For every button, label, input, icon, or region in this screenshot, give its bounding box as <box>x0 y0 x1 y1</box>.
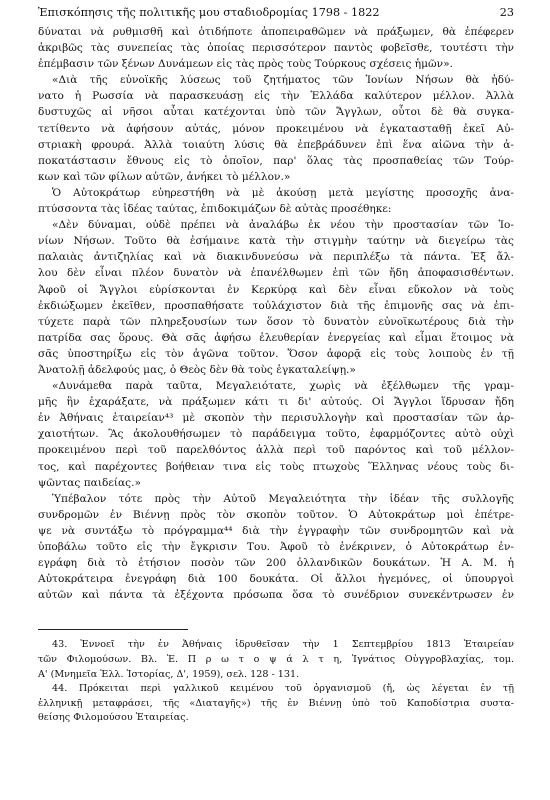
text-line: δυστυχῶς αἱ νῆσοι αὗται κατέχονται ὑπὸ τῶν Ἄγγλων, οὗτοι δὲ θὰ συγκα- <box>38 106 514 119</box>
text-line: πατρίδα σας ὅρους. Θὰ σᾶς ἀφήσω ἐλευθερίαν ἐνεργείας καὶ εἶμαι ἕτοιμος νὰ <box>38 331 514 344</box>
text-line: ψε νὰ συντάξω τὸ πρόγραμμα⁴⁴ διὰ τὴν ἐγγραφὴν τῶν συνδρομητῶν καὶ νὰ <box>38 524 514 537</box>
running-title: Ἐπισκόπησις τῆς πολιτικῆς μου σταδιοδρομίας 1798 - 1822 <box>38 6 380 19</box>
footnote-line: 43. Ἐννοεῖ τὴν ἐν Ἀθήναις ἱδρυθεῖσαν τὴν 1 Σεπτεμβρίου 1813 Ἑταιρείαν <box>52 639 514 651</box>
text-line: ποκατάστασιν ἔθνους εἰς τὸ ὁποῖον, παρ' ὅλας τὰς προσπαθείας τῶν Τούρ- <box>38 154 514 167</box>
text-line: ἐπέμβασιν τῶν ξένων Δυνάμεων εἰς τὰς πρὸς τοὺς Τούρκους σχέσεις ἡμῶν». <box>38 58 453 71</box>
text-line: πτύσσοντα τὰς ἰδέας ταύτας, ἐπιδοκιμάζων δὲ αὐτὰς προσέθηκε: <box>38 203 392 216</box>
text-line: Ἀφοῦ οἱ Ἄγγλοι εὑρίσκονται ἐν Κερκύρᾳ καὶ δὲν εἶναι εὔκολον νὰ τοὺς <box>38 283 514 296</box>
footnote-line: 44. Πρόκειται περὶ γαλλικοῦ κειμένου τοῦ ὀργανισμοῦ (ἤ, ὡς λέγεται ἐν τῇ <box>52 683 514 695</box>
text-line: σᾶς ὑποστηρίξω εἰς τὸν ἀγῶνα τοῦτον. Ὅσον ἀφορᾷ εἰς τοὺς λοιποὺς ἐν τῇ <box>38 347 514 360</box>
text-line: Ὁ Αὐτοκράτωρ εὐηρεστήθη νὰ μὲ ἀκούσῃ μετὰ μεγίστης προσοχῆς ἀνα- <box>52 186 514 199</box>
text-line: τύχετε παρὰ τῶν πληρεξουσίων των ὅσον τὸ δυνατὸν εὐνοϊκωτέρους διὰ τὴν <box>38 315 514 328</box>
text-line: εγράφη διὰ τὸ ἐτήσιον ποσὸν τῶν 200 ὀλλανδικῶν δουκάτων. Ἡ Α. Μ. ἡ <box>38 557 514 570</box>
footnote-line: Α' (Μνημεῖα Ἑλλ. Ἱστορίας, Δ', 1959), σελ. 128 - 131. <box>38 668 300 680</box>
text-line: Ὑπέβαλον τότε πρὸς τὴν Αὐτοῦ Μεγαλειότητα τὴν ἰδέαν τῆς συλλογῆς <box>52 492 514 505</box>
text-line: τετίθεντο νὰ ἀφήσουν αὐτάς, μόνον προκειμένου νὰ ἐγκατασταθῇ ἐκεῖ Αὐ- <box>38 122 514 135</box>
text-line: μῆς ἣν ἐχαράξατε, νὰ πράξωμεν κάτι τι δι' αὐτούς. Οἱ Ἄγγλοι ἵδρυσαν ἤδη <box>38 396 514 409</box>
text-line: τος, καὶ παρέχοντες βοήθειαν τινα εἰς τοὺς πτωχοὺς Ἕλληνας νέους τοὺς δι- <box>38 460 514 473</box>
text-line: νατο ἡ Ρωσσία νὰ παρασκευάσῃ εἰς τὴν Ἑλλάδα καλύτερον μέλλον. Ἀλλὰ <box>38 90 514 103</box>
text-line: Αὐτοκράτειρα ἐνεγράφη διὰ 100 δουκάτα. Οἱ ἄλλοι ἡγεμόνες, οἱ ὑπουργοὶ <box>38 573 514 586</box>
main-text <box>38 24 514 603</box>
footnote-line: τῶν Φιλομούσων. Βλ. Ἐ. Π ρ ω τ ο ψ ά λ τ η, Ἰγνάτιος Οὐγγροβλαχίας, τομ. <box>38 653 514 665</box>
text-line: «Διὰ τῆς εὐνοϊκῆς λύσεως τοῦ ζητήματος τῶν Ἰονίων Νήσων θὰ ἠδύ- <box>52 74 514 87</box>
text-line: νίων Νήσων. Τοῦτο θὰ ἐσήμαινε κατὰ τὴν στιγμὴν ταύτην νὰ διεγείρω τὰς <box>38 235 514 248</box>
text-line: λου δὲν εἶναι πλέον δυνατὸν νὰ ἐπανέλθωμεν ἐπὶ τῶν ἤδη ἀποφασισθέντων. <box>38 267 514 280</box>
text-line: «Δυνάμεθα παρὰ ταῦτα, Μεγαλειότατε, χωρὶς νὰ ἐξέλθωμεν τῆς γραμ- <box>52 380 514 393</box>
text-line: «Δὲν δύναμαι, οὐδὲ πρέπει νὰ ἀναλάβω ἐκ νέου τὴν προστασίαν τῶν Ἰο- <box>52 219 514 232</box>
footnote-line: θείσης Φιλομούσου Ἑταιρείας. <box>38 712 189 724</box>
text-line: ψῶντας παιδείας.» <box>38 476 141 489</box>
text-line: Ἀνατολῇ ἀδελφούς μας, ὁ Θεὸς δὲν θὰ τοὺς ἐγκαταλείψῃ.» <box>38 363 356 376</box>
running-header <box>38 6 514 24</box>
text-line: παλαιὰς ἀντιζηλίας καὶ νὰ διακινδυνεύσω νὰ περιπλέξω τὰ πάντα. Ἐξ ἄλ- <box>38 251 514 264</box>
footnote-separator <box>38 629 188 630</box>
text-line: συνδρομῶν ἐν Βιέννῃ πρὸς τὸν σκοπὸν τοῦτον. Ὁ Αὐτοκράτωρ μοὶ ἐπέτρε- <box>38 508 514 521</box>
page-number: 23 <box>499 6 514 19</box>
text-line: κων καὶ τῶν φίλων αὐτῶν, ἀνήκει τὸ μέλλον.» <box>38 170 291 183</box>
text-line: ἐν Ἀθήναις ἑταιρείαν⁴³ μὲ σκοπὸν τὴν περισυλλογὴν καὶ προστασίαν τῶν ἀρ- <box>38 412 514 425</box>
footnotes <box>38 638 514 726</box>
book-page <box>38 6 514 792</box>
text-line: δύναται νὰ ρυθμισθῆ καὶ ὁτιδήποτε ἀποπειραθῶμεν νὰ πράξωμεν, θὰ ἐπέφερεν <box>38 26 514 38</box>
text-line: προκειμένου περὶ τοῦ παρελθόντος ἀλλὰ περὶ τοῦ παρόντος καὶ τοῦ μέλλον- <box>38 444 514 457</box>
footnote-line: ἑλληνικῇ μεταφράσει, τῆς «Διαταγῆς») τῆς ἐν Βιέννῃ ὑπὸ τοῦ Καποδίστρια συστα- <box>38 697 514 709</box>
text-line: ἀκριβῶς τὰς συνεπείας τὰς ὁποίας περισσότερον παντὸς φοβεῖσθε, τουτέστι τὴν <box>38 42 514 55</box>
text-line: αὐτῶν καὶ πάντα τὰ ἐξέχοντα πρόσωπα ὅσα τὸ συνέδριον συνεκέντρωσεν ἐν <box>38 589 514 602</box>
text-line: στριακὴ φρουρά. Ἀλλὰ τοιαύτη λύσις θὰ ἐπεβράδυνεν ἐπὶ ἕνα αἰῶνα τὴν ἀ- <box>38 138 514 151</box>
text-line: ὑποβάλω τοῦτο εἰς τὴν ἔγκρισιν Του. Ἀφοῦ τὸ ἐνέκρινεν, ὁ Αὐτοκράτωρ ἐν- <box>38 541 514 553</box>
text-line: ἐκδιώξωμεν ἐκεῖθεν, προσπαθήσατε τοὐλάχιστον διὰ τῆς ἐπιμονῆς σας νὰ ἐπι- <box>38 299 514 312</box>
text-line: χαιοτήτων. Ἂς ἀκολουθήσωμεν τὸ παράδειγμα τοῦτο, ἐφαρμόζοντες αὐτὸ οὐχὶ <box>38 428 514 441</box>
